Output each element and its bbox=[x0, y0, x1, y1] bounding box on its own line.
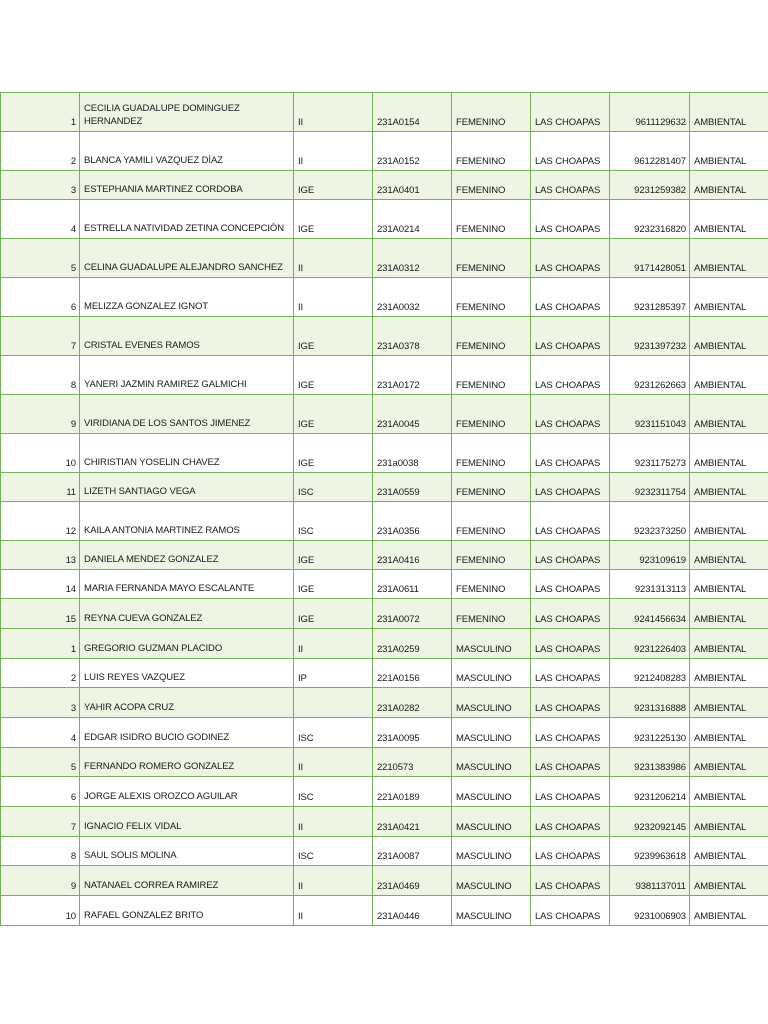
area-cell[interactable]: AMBIENTAL bbox=[690, 748, 768, 777]
row-number-cell[interactable]: 6 bbox=[1, 278, 80, 317]
gender-cell[interactable]: MASCULINO bbox=[452, 748, 531, 777]
phone-number-cell[interactable]: 9231175273 bbox=[610, 434, 690, 473]
row-number-cell[interactable]: 13 bbox=[1, 541, 80, 570]
table-row bbox=[1, 688, 768, 718]
control-number-cell[interactable]: 231A0259 bbox=[373, 629, 452, 659]
phone-number-cell[interactable]: 923109619 bbox=[610, 541, 690, 570]
phone-number-cell[interactable]: 9232316820 bbox=[610, 200, 690, 239]
phone-number-cell[interactable]: 9231397232 bbox=[610, 317, 690, 356]
area-cell[interactable]: AMBIENTAL bbox=[690, 356, 768, 395]
row-number-cell[interactable]: 8 bbox=[1, 837, 80, 866]
control-number-cell[interactable]: 231A0172 bbox=[373, 356, 452, 395]
control-number-cell[interactable]: 231A0416 bbox=[373, 541, 452, 570]
control-number-cell[interactable]: 231A0469 bbox=[373, 866, 452, 896]
career-code-cell[interactable]: II bbox=[294, 896, 373, 926]
career-code-cell[interactable]: IGE bbox=[294, 356, 373, 395]
student-name-cell[interactable]: YANERI JAZMIN RAMIREZ GALMICHI bbox=[80, 356, 294, 395]
table-row bbox=[1, 896, 768, 926]
city-cell[interactable]: LAS CHOAPAS bbox=[531, 777, 610, 807]
city-cell[interactable]: LAS CHOAPAS bbox=[531, 570, 610, 599]
table-row bbox=[1, 317, 768, 356]
control-number-cell[interactable]: 231A0032 bbox=[373, 278, 452, 317]
area-cell[interactable]: AMBIENTAL bbox=[690, 434, 768, 473]
city-cell[interactable]: LAS CHOAPAS bbox=[531, 278, 610, 317]
gender-cell[interactable]: FEMENINO bbox=[452, 541, 531, 570]
career-code-cell[interactable]: IGE bbox=[294, 395, 373, 434]
area-cell[interactable]: AMBIENTAL bbox=[690, 317, 768, 356]
career-code-cell[interactable]: IGE bbox=[294, 541, 373, 570]
gender-cell[interactable]: FEMENINO bbox=[452, 502, 531, 541]
student-name-cell[interactable]: BLANCA YAMILI VAZQUEZ DÌAZ bbox=[80, 132, 294, 171]
gender-cell[interactable]: FEMENINO bbox=[452, 317, 531, 356]
phone-number-cell[interactable]: 9611129632 bbox=[610, 93, 690, 132]
area-cell[interactable]: AMBIENTAL bbox=[690, 896, 768, 926]
table-row bbox=[1, 837, 768, 866]
student-name-cell[interactable]: LIZETH SANTIAGO VEGA bbox=[80, 473, 294, 502]
student-name-cell[interactable]: CRISTAL EVENES RAMOS bbox=[80, 317, 294, 356]
career-code-cell[interactable]: II bbox=[294, 239, 373, 278]
career-code-cell[interactable]: IGE bbox=[294, 200, 373, 239]
gender-cell[interactable]: MASCULINO bbox=[452, 688, 531, 718]
student-name-cell[interactable]: EDGAR ISIDRO BUCIO GODINEZ bbox=[80, 718, 294, 748]
table-row bbox=[1, 200, 768, 239]
row-number-cell[interactable]: 3 bbox=[1, 688, 80, 718]
phone-number-cell[interactable]: 9231206214 bbox=[610, 777, 690, 807]
phone-number-cell[interactable]: 9381137011 bbox=[610, 866, 690, 896]
row-number-cell[interactable]: 10 bbox=[1, 434, 80, 473]
gender-cell[interactable]: MASCULINO bbox=[452, 777, 531, 807]
area-cell[interactable]: AMBIENTAL bbox=[690, 200, 768, 239]
table-row bbox=[1, 473, 768, 502]
city-cell[interactable]: LAS CHOAPAS bbox=[531, 502, 610, 541]
table-row bbox=[1, 132, 768, 171]
table-row bbox=[1, 777, 768, 807]
row-number-cell[interactable]: 7 bbox=[1, 317, 80, 356]
gender-cell[interactable]: MASCULINO bbox=[452, 837, 531, 866]
city-cell[interactable]: LAS CHOAPAS bbox=[531, 896, 610, 926]
student-name-cell[interactable]: VIRIDIANA DE LOS SANTOS JIMENEZ bbox=[80, 395, 294, 434]
student-name-cell[interactable]: KAILA ANTONIA MARTINEZ RAMOS bbox=[80, 502, 294, 541]
career-code-cell[interactable]: ISC bbox=[294, 473, 373, 502]
gender-cell[interactable]: FEMENINO bbox=[452, 200, 531, 239]
phone-number-cell[interactable]: 9212408283 bbox=[610, 659, 690, 688]
control-number-cell[interactable]: 221A0156 bbox=[373, 659, 452, 688]
row-number-cell[interactable]: 5 bbox=[1, 239, 80, 278]
phone-number-cell[interactable]: 9231313113 bbox=[610, 570, 690, 599]
phone-number-cell[interactable]: 9171428051 bbox=[610, 239, 690, 278]
area-cell[interactable]: AMBIENTAL bbox=[690, 278, 768, 317]
area-cell[interactable]: AMBIENTAL bbox=[690, 473, 768, 502]
area-cell[interactable]: AMBIENTAL bbox=[690, 395, 768, 434]
career-code-cell[interactable]: IGE bbox=[294, 434, 373, 473]
row-number-cell[interactable]: 2 bbox=[1, 132, 80, 171]
career-code-cell[interactable]: II bbox=[294, 866, 373, 896]
gender-cell[interactable]: FEMENINO bbox=[452, 239, 531, 278]
student-name-cell[interactable]: YAHIR ACOPA CRUZ bbox=[80, 688, 294, 718]
gender-cell[interactable]: FEMENINO bbox=[452, 356, 531, 395]
city-cell[interactable]: LAS CHOAPAS bbox=[531, 718, 610, 748]
career-code-cell[interactable]: II bbox=[294, 132, 373, 171]
city-cell[interactable]: LAS CHOAPAS bbox=[531, 395, 610, 434]
phone-number-cell[interactable]: 9231262663 bbox=[610, 356, 690, 395]
career-code-cell[interactable] bbox=[294, 688, 373, 718]
career-code-cell[interactable]: II bbox=[294, 748, 373, 777]
row-number-cell[interactable]: 11 bbox=[1, 473, 80, 502]
control-number-cell[interactable]: 231A0087 bbox=[373, 837, 452, 866]
city-cell[interactable]: LAS CHOAPAS bbox=[531, 659, 610, 688]
student-name-cell[interactable]: MELIZZA GONZALEZ IGNOT bbox=[80, 278, 294, 317]
student-name-cell[interactable]: SAUL SOLIS MOLINA bbox=[80, 837, 294, 866]
gender-cell[interactable]: MASCULINO bbox=[452, 807, 531, 837]
gender-cell[interactable]: MASCULINO bbox=[452, 718, 531, 748]
gender-cell[interactable]: MASCULINO bbox=[452, 659, 531, 688]
row-number-cell[interactable]: 12 bbox=[1, 502, 80, 541]
phone-number-cell[interactable]: 9231383986 bbox=[610, 748, 690, 777]
area-cell[interactable]: AMBIENTAL bbox=[690, 688, 768, 718]
row-number-cell[interactable]: 9 bbox=[1, 395, 80, 434]
area-cell[interactable]: AMBIENTAL bbox=[690, 629, 768, 659]
gender-cell[interactable]: FEMENINO bbox=[452, 570, 531, 599]
career-code-cell[interactable]: ISC bbox=[294, 837, 373, 866]
student-name-cell[interactable]: ESTEPHANIA MARTINEZ CORDOBA bbox=[80, 171, 294, 200]
city-cell[interactable]: LAS CHOAPAS bbox=[531, 200, 610, 239]
table-row bbox=[1, 599, 768, 629]
area-cell[interactable]: AMBIENTAL bbox=[690, 866, 768, 896]
area-cell[interactable]: AMBIENTAL bbox=[690, 837, 768, 866]
career-code-cell[interactable]: IGE bbox=[294, 171, 373, 200]
phone-number-cell[interactable]: 9241456634 bbox=[610, 599, 690, 629]
gender-cell[interactable]: FEMENINO bbox=[452, 132, 531, 171]
table-row bbox=[1, 718, 768, 748]
city-cell[interactable]: LAS CHOAPAS bbox=[531, 541, 610, 570]
gender-cell[interactable]: FEMENINO bbox=[452, 278, 531, 317]
area-cell[interactable]: AMBIENTAL bbox=[690, 777, 768, 807]
student-name-cell[interactable]: GREGORIO GUZMAN PLACIDO bbox=[80, 629, 294, 659]
student-name-cell[interactable]: CHIRISTIAN YOSELIN CHAVEZ bbox=[80, 434, 294, 473]
phone-number-cell[interactable]: 9231225130 bbox=[610, 718, 690, 748]
area-cell[interactable]: AMBIENTAL bbox=[690, 570, 768, 599]
gender-cell[interactable]: FEMENINO bbox=[452, 395, 531, 434]
student-table bbox=[0, 92, 768, 926]
area-cell[interactable]: AMBIENTAL bbox=[690, 659, 768, 688]
city-cell[interactable]: LAS CHOAPAS bbox=[531, 866, 610, 896]
control-number-cell[interactable]: 231A0356 bbox=[373, 502, 452, 541]
control-number-cell[interactable]: 231A0401 bbox=[373, 171, 452, 200]
student-name-cell[interactable]: IGNACIO FELIX VIDAL bbox=[80, 807, 294, 837]
table-row bbox=[1, 278, 768, 317]
table-row bbox=[1, 659, 768, 688]
phone-number-cell[interactable]: 9232092145 bbox=[610, 807, 690, 837]
table-row bbox=[1, 502, 768, 541]
city-cell[interactable]: LAS CHOAPAS bbox=[531, 317, 610, 356]
control-number-cell[interactable]: 231A0072 bbox=[373, 599, 452, 629]
row-number-cell[interactable]: 14 bbox=[1, 570, 80, 599]
control-number-cell[interactable]: 231a0038 bbox=[373, 434, 452, 473]
area-cell[interactable]: AMBIENTAL bbox=[690, 502, 768, 541]
control-number-cell[interactable]: 231A0421 bbox=[373, 807, 452, 837]
career-code-cell[interactable]: II bbox=[294, 278, 373, 317]
city-cell[interactable]: LAS CHOAPAS bbox=[531, 629, 610, 659]
city-cell[interactable]: LAS CHOAPAS bbox=[531, 356, 610, 395]
control-number-cell[interactable]: 231A0214 bbox=[373, 200, 452, 239]
gender-cell[interactable]: FEMENINO bbox=[452, 434, 531, 473]
student-name-cell[interactable]: NATANAEL CORREA RAMIREZ bbox=[80, 866, 294, 896]
city-cell[interactable]: LAS CHOAPAS bbox=[531, 132, 610, 171]
row-number-cell[interactable]: 1 bbox=[1, 629, 80, 659]
city-cell[interactable]: LAS CHOAPAS bbox=[531, 239, 610, 278]
gender-cell[interactable]: MASCULINO bbox=[452, 629, 531, 659]
phone-number-cell[interactable]: 9232311754 bbox=[610, 473, 690, 502]
table-row bbox=[1, 239, 768, 278]
control-number-cell[interactable]: 221A0189 bbox=[373, 777, 452, 807]
table-row bbox=[1, 434, 768, 473]
phone-number-cell[interactable]: 9231316888 bbox=[610, 688, 690, 718]
city-cell[interactable]: LAS CHOAPAS bbox=[531, 93, 610, 132]
area-cell[interactable]: AMBIENTAL bbox=[690, 132, 768, 171]
career-code-cell[interactable]: II bbox=[294, 93, 373, 132]
table-row bbox=[1, 356, 768, 395]
control-number-cell[interactable]: 231A0446 bbox=[373, 896, 452, 926]
gender-cell[interactable]: MASCULINO bbox=[452, 866, 531, 896]
gender-cell[interactable]: FEMENINO bbox=[452, 93, 531, 132]
table-row bbox=[1, 171, 768, 200]
city-cell[interactable]: LAS CHOAPAS bbox=[531, 171, 610, 200]
phone-number-cell[interactable]: 9232373250 bbox=[610, 502, 690, 541]
control-number-cell[interactable]: 231A0095 bbox=[373, 718, 452, 748]
row-number-cell[interactable]: 7 bbox=[1, 807, 80, 837]
career-code-cell[interactable]: II bbox=[294, 807, 373, 837]
phone-number-cell[interactable]: 9239963618 bbox=[610, 837, 690, 866]
career-code-cell[interactable]: ISC bbox=[294, 718, 373, 748]
student-name-cell[interactable]: MARIA FERNANDA MAYO ESCALANTE bbox=[80, 570, 294, 599]
student-name-cell[interactable]: ESTRELLA NATIVIDAD ZETINA CONCEPCIÒN bbox=[80, 200, 294, 239]
table-row bbox=[1, 570, 768, 599]
career-code-cell[interactable]: IP bbox=[294, 659, 373, 688]
area-cell[interactable]: AMBIENTAL bbox=[690, 718, 768, 748]
row-number-cell[interactable]: 9 bbox=[1, 866, 80, 896]
area-cell[interactable]: AMBIENTAL bbox=[690, 599, 768, 629]
phone-number-cell[interactable]: 9612281407 bbox=[610, 132, 690, 171]
career-code-cell[interactable]: ISC bbox=[294, 777, 373, 807]
row-number-cell[interactable]: 5 bbox=[1, 748, 80, 777]
phone-number-cell[interactable]: 9231226403 bbox=[610, 629, 690, 659]
row-number-cell[interactable]: 15 bbox=[1, 599, 80, 629]
student-name-cell[interactable]: FERNANDO ROMERO GONZALEZ bbox=[80, 748, 294, 777]
control-number-cell[interactable]: 231A0312 bbox=[373, 239, 452, 278]
table-row bbox=[1, 541, 768, 570]
control-number-cell[interactable]: 231A0378 bbox=[373, 317, 452, 356]
row-number-cell[interactable]: 4 bbox=[1, 718, 80, 748]
row-number-cell[interactable]: 2 bbox=[1, 659, 80, 688]
area-cell[interactable]: AMBIENTAL bbox=[690, 239, 768, 278]
control-number-cell[interactable]: 231A0282 bbox=[373, 688, 452, 718]
table-row bbox=[1, 807, 768, 837]
city-cell[interactable]: LAS CHOAPAS bbox=[531, 434, 610, 473]
control-number-cell[interactable]: 231A0559 bbox=[373, 473, 452, 502]
phone-number-cell[interactable]: 9231259382 bbox=[610, 171, 690, 200]
table-row bbox=[1, 395, 768, 434]
phone-number-cell[interactable]: 9231285397 bbox=[610, 278, 690, 317]
career-code-cell[interactable]: IGE bbox=[294, 570, 373, 599]
gender-cell[interactable]: FEMENINO bbox=[452, 599, 531, 629]
area-cell[interactable]: AMBIENTAL bbox=[690, 807, 768, 837]
career-code-cell[interactable]: ISC bbox=[294, 502, 373, 541]
table-row bbox=[1, 93, 768, 132]
control-number-cell[interactable]: 231A0154 bbox=[373, 93, 452, 132]
area-cell[interactable]: AMBIENTAL bbox=[690, 93, 768, 132]
area-cell[interactable]: AMBIENTAL bbox=[690, 541, 768, 570]
student-name-cell[interactable]: DANIELA MENDEZ GONZALEZ bbox=[80, 541, 294, 570]
student-name-cell[interactable]: CECILIA GUADALUPE DOMINGUEZ HERNANDEZ bbox=[80, 93, 294, 132]
gender-cell[interactable]: MASCULINO bbox=[452, 896, 531, 926]
row-number-cell[interactable]: 3 bbox=[1, 171, 80, 200]
career-code-cell[interactable]: IGE bbox=[294, 599, 373, 629]
control-number-cell[interactable]: 231A0611 bbox=[373, 570, 452, 599]
row-number-cell[interactable]: 8 bbox=[1, 356, 80, 395]
row-number-cell[interactable]: 4 bbox=[1, 200, 80, 239]
control-number-cell[interactable]: 231A0045 bbox=[373, 395, 452, 434]
gender-cell[interactable]: FEMENINO bbox=[452, 171, 531, 200]
city-cell[interactable]: LAS CHOAPAS bbox=[531, 807, 610, 837]
table-row bbox=[1, 866, 768, 896]
city-cell[interactable]: LAS CHOAPAS bbox=[531, 688, 610, 718]
phone-number-cell[interactable]: 9231006903 bbox=[610, 896, 690, 926]
city-cell[interactable]: LAS CHOAPAS bbox=[531, 837, 610, 866]
row-number-cell[interactable]: 1 bbox=[1, 93, 80, 132]
city-cell[interactable]: LAS CHOAPAS bbox=[531, 748, 610, 777]
table-row bbox=[1, 629, 768, 659]
city-cell[interactable]: LAS CHOAPAS bbox=[531, 599, 610, 629]
student-name-cell[interactable]: JORGE ALEXIS OROZCO AGUILAR bbox=[80, 777, 294, 807]
student-name-cell[interactable]: RAFAEL GONZALEZ BRITO bbox=[80, 896, 294, 926]
control-number-cell[interactable]: 2210573 bbox=[373, 748, 452, 777]
gender-cell[interactable]: FEMENINO bbox=[452, 473, 531, 502]
career-code-cell[interactable]: IGE bbox=[294, 317, 373, 356]
table-row bbox=[1, 748, 768, 777]
row-number-cell[interactable]: 10 bbox=[1, 896, 80, 926]
area-cell[interactable]: AMBIENTAL bbox=[690, 171, 768, 200]
row-number-cell[interactable]: 6 bbox=[1, 777, 80, 807]
student-name-cell[interactable]: LUIS REYES VAZQUEZ bbox=[80, 659, 294, 688]
student-name-cell[interactable]: REYNA CUEVA GONZALEZ bbox=[80, 599, 294, 629]
career-code-cell[interactable]: II bbox=[294, 629, 373, 659]
control-number-cell[interactable]: 231A0152 bbox=[373, 132, 452, 171]
phone-number-cell[interactable]: 9231151043 bbox=[610, 395, 690, 434]
student-name-cell[interactable]: CELINA GUADALUPE ALEJANDRO SANCHEZ bbox=[80, 239, 294, 278]
city-cell[interactable]: LAS CHOAPAS bbox=[531, 473, 610, 502]
